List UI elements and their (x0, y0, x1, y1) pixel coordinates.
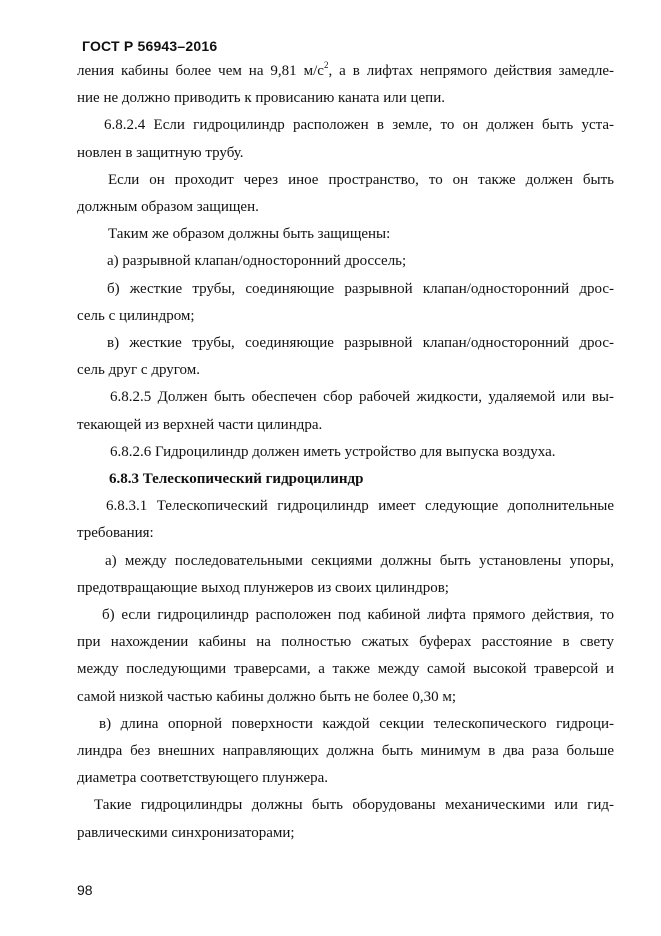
text-line: сель друг с другом. (77, 362, 200, 379)
body-text (77, 58, 614, 847)
text-line: диаметра соответствующего плунжера. (77, 770, 329, 787)
text-line: в) жесткие трубы, соединяющие разрывной клапан/односторонний дрос- (107, 335, 614, 352)
text-line: 6.8.2.6 Гидроцилиндр должен иметь устройство для выпуска воздуха. (110, 443, 556, 460)
text-line: текающей из верхней части цилиндра. (77, 416, 323, 433)
text-line: а) разрывной клапан/односторонний дроссель; (107, 253, 407, 270)
text-line: ние не должно приводить к провисанию каната или цепи. (77, 90, 445, 107)
text-line: а) между последовательными секциями должны быть установлены упоры, (105, 552, 614, 569)
text-line: между последующими траверсами, а также между самой высокой траверсой и (77, 661, 614, 678)
text-line: новлен в защитную трубу. (77, 144, 244, 161)
text-line: ления кабины более чем на 9,81 $м/с^2$, а в лифтах непрямого действия замедле- (77, 60, 614, 79)
text-line: самой низкой частью кабины должно быть не более 0,30 м; (77, 688, 456, 705)
text-line: Если он проходит через иное пространство, то он также должен быть (108, 171, 614, 188)
text-line: должным образом защищен. (77, 199, 259, 216)
text-line: сель с цилиндром; (77, 307, 195, 324)
text-line: Такие гидроцилиндры должны быть оборудованы механическими или гид- (94, 797, 614, 814)
text-line: 6.8.2.4 Если гидроцилиндр расположен в земле, то он должен быть уста- (104, 117, 614, 134)
text-line: в) длина опорной поверхности каждой секции телескопического гидроци- (99, 715, 614, 732)
standard-header: ГОСТ Р 56943–2016 (82, 38, 218, 54)
text-line: предотвращающие выход плунжеров из своих цилиндров; (77, 579, 449, 596)
text-line: б) жесткие трубы, соединяющие разрывной клапан/односторонний дрос- (107, 280, 614, 297)
text-line: равлическими синхронизаторами; (77, 824, 295, 841)
text-line: б) если гидроцилиндр расположен под кабиной лифта прямого действия, то (102, 607, 614, 624)
text-line: 6.8.3.1 Телескопический гидроцилиндр имеет следующие дополнительные (106, 498, 614, 515)
text-line: линдра без внешних направляющих должна быть минимум в два раза больше (77, 743, 614, 760)
text-line: требования: (77, 525, 154, 542)
section-heading: 6.8.3 Телескопический гидроцилиндр (109, 471, 364, 488)
page-number: 98 (77, 882, 93, 898)
text-line: Таким же образом должны быть защищены: (108, 226, 391, 243)
text-line: 6.8.2.5 Должен быть обеспечен сбор рабочей жидкости, удаляемой или вы- (110, 389, 614, 406)
text-line: при нахождении кабины на полностью сжатых буферах расстояние в свету (77, 634, 614, 651)
